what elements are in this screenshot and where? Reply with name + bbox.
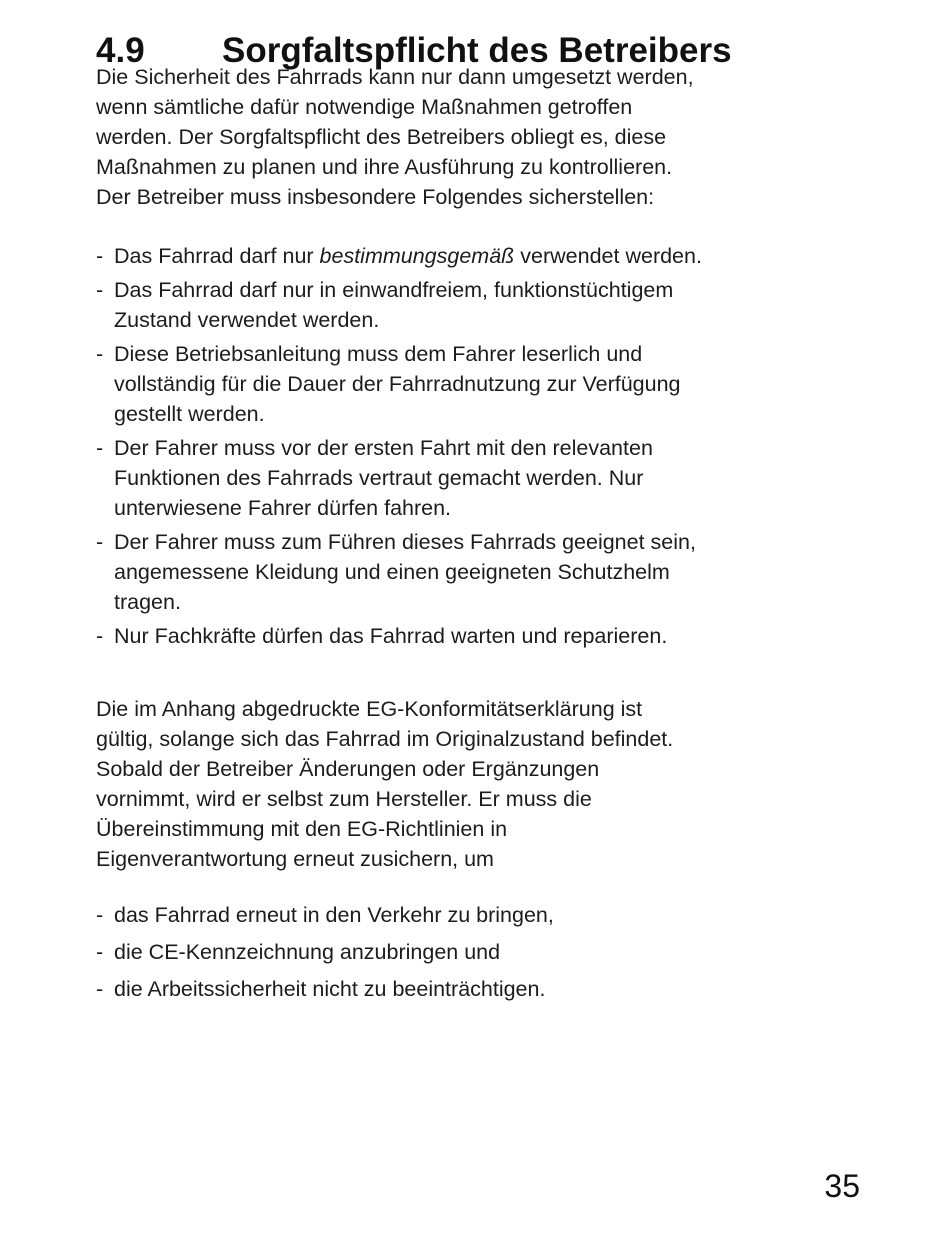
item-text: verwendet werden. — [514, 244, 702, 268]
list-item — [96, 621, 836, 651]
page-number: 35 — [824, 1168, 860, 1204]
list-item — [96, 527, 836, 617]
section-title: Sorgfaltspflicht des Betreibers — [222, 31, 732, 71]
item-line: die CE-Kennzeichnung anzubringen und — [114, 940, 501, 964]
list-dash: - — [96, 244, 104, 268]
conformity-line: Übereinstimmung mit den EG-Richtlinien in — [96, 817, 508, 841]
conformity-list — [96, 900, 836, 1011]
list-dash: - — [96, 342, 104, 366]
item-line: Der Fahrer muss zum Führen dieses Fahrrads geeignet sein, — [114, 530, 696, 554]
item-line: Funktionen des Fahrrads vertraut gemacht werden. Nur — [114, 466, 644, 490]
item-line: vollständig für die Dauer der Fahrradnutzung zur Verfügung — [114, 372, 681, 396]
conformity-line: vornimmt, wird er selbst zum Hersteller. Er muss die — [96, 787, 592, 811]
operator-duties-list — [96, 241, 836, 655]
list-dash: - — [96, 624, 104, 648]
item-line: das Fahrrad erneut in den Verkehr zu bringen, — [114, 903, 554, 927]
item-line: Nur Fachkräfte dürfen das Fahrrad warten und reparieren. — [114, 624, 668, 648]
item-line: Das Fahrrad darf nur in einwandfreiem, funktionstüchtigem — [114, 278, 674, 302]
conformity-line: gültig, solange sich das Fahrrad im Originalzustand befindet. — [96, 727, 674, 751]
list-dash: - — [96, 436, 104, 460]
item-line: Zustand verwendet werden. — [114, 308, 380, 332]
list-dash: - — [96, 530, 104, 554]
list-item — [96, 339, 836, 429]
list-dash: - — [96, 278, 104, 302]
intro-line: wenn sämtliche dafür notwendige Maßnahmen getroffen — [96, 95, 633, 119]
conformity-line: Eigenverantwortung erneut zusichern, um — [96, 847, 494, 871]
conformity-paragraph — [96, 694, 836, 874]
item-line: Diese Betriebsanleitung muss dem Fahrer leserlich und — [114, 342, 643, 366]
item-line: unterwiesene Fahrer dürfen fahren. — [114, 496, 452, 520]
list-item — [96, 241, 836, 271]
list-item — [96, 937, 836, 967]
item-line: die Arbeitssicherheit nicht zu beeinträchtigen. — [114, 977, 546, 1001]
conformity-line: Die im Anhang abgedruckte EG-Konformitätserklärung ist — [96, 697, 643, 721]
intro-line: Maßnahmen zu planen und ihre Ausführung zu kontrollieren. — [96, 155, 673, 179]
intro-line: Der Betreiber muss insbesondere Folgendes sicherstellen: — [96, 185, 655, 209]
item-line: Der Fahrer muss vor der ersten Fahrt mit den relevanten — [114, 436, 653, 460]
list-item — [96, 275, 836, 335]
conformity-line: Sobald der Betreiber Änderungen oder Ergänzungen — [96, 757, 600, 781]
emphasized-term: bestimmungsgemäß — [319, 244, 515, 268]
list-item — [96, 433, 836, 523]
item-line: tragen. — [114, 590, 181, 614]
item-text: Das Fahrrad darf nur — [114, 244, 320, 268]
list-item — [96, 974, 836, 1004]
intro-paragraph — [96, 62, 836, 212]
list-item — [96, 900, 836, 930]
intro-line: Die Sicherheit des Fahrrads kann nur dann umgesetzt werden, — [96, 65, 694, 89]
item-line: gestellt werden. — [114, 402, 265, 426]
section-number: 4.9 — [96, 31, 145, 71]
list-dash: - — [96, 940, 104, 964]
intro-line: werden. Der Sorgfaltspflicht des Betreibers obliegt es, diese — [96, 125, 667, 149]
item-line: angemessene Kleidung und einen geeigneten Schutzhelm — [114, 560, 670, 584]
list-dash: - — [96, 977, 104, 1001]
list-dash: - — [96, 903, 104, 927]
